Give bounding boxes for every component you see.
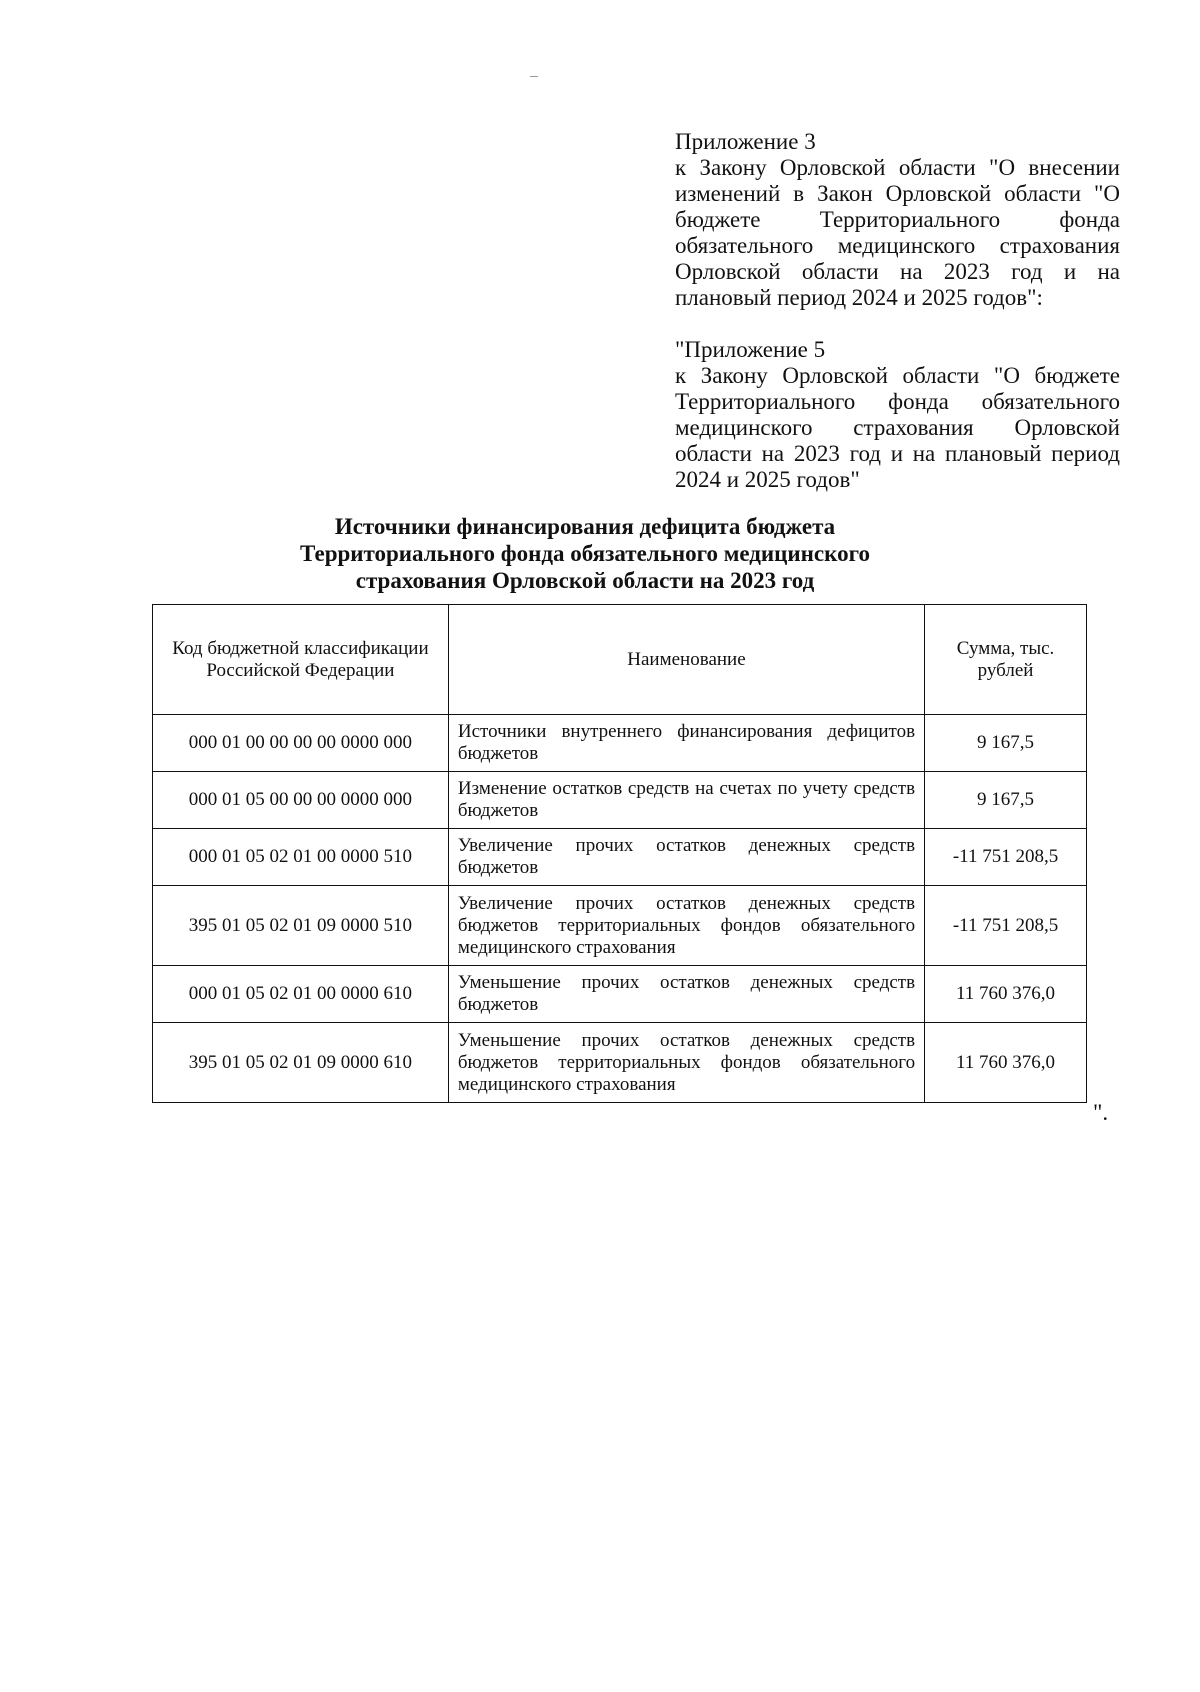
table-row	[153, 715, 1087, 772]
row-name: Изменение остатков средств на счетах по учету средств бюджетов	[448, 772, 924, 829]
row-amount: 11 760 376,0	[925, 966, 1087, 1023]
row-amount: 9 167,5	[925, 715, 1087, 772]
appendix-5-header	[675, 337, 1120, 493]
table-row	[153, 966, 1087, 1023]
row-name: Источники внутреннего финансирования дефицитов бюджетов	[448, 715, 924, 772]
table-header-row	[153, 605, 1087, 715]
header-code: Код бюджетной классификации Российской Федерации	[153, 605, 449, 715]
document-title	[150, 513, 1020, 594]
row-code: 395 01 05 02 01 09 0000 510	[153, 886, 449, 966]
title-line-2: Территориального фонда обязательного медицинского	[300, 541, 870, 566]
appendix-5-text: к Закону Орловской области "О бюджете Территориального фонда обязательного медицинского страхования Орловской области на 2023 год и на плановый период 2024 и 2025 годов"	[675, 363, 1120, 492]
row-name: Уменьшение прочих остатков денежных средств бюджетов территориальных фондов обязательного медицинского страхования	[448, 1023, 924, 1103]
row-code: 000 01 05 02 01 00 0000 610	[153, 966, 449, 1023]
appendix-3-text: к Закону Орловской области "О внесении изменений в Закон Орловской области "О бюджете Территориального фонда обязательного медицинского страхования Орловской области на 2023 год и на плановый период 2024 и 2025 годов":	[675, 155, 1120, 310]
table-row	[153, 772, 1087, 829]
scan-speck	[530, 76, 538, 77]
row-amount: 11 760 376,0	[925, 1023, 1087, 1103]
row-amount: -11 751 208,5	[925, 886, 1087, 966]
appendix-3-header	[675, 129, 1120, 311]
closing-quote-mark: ".	[1093, 1100, 1109, 1125]
financing-sources-table	[152, 604, 1087, 1103]
row-name: Уменьшение прочих остатков денежных средств бюджетов	[448, 966, 924, 1023]
row-name: Увеличение прочих остатков денежных средств бюджетов территориальных фондов обязательного медицинского страхования	[448, 886, 924, 966]
row-code: 000 01 05 02 01 00 0000 510	[153, 829, 449, 886]
appendix-3-title: Приложение 3	[675, 129, 816, 154]
title-line-3: страхования Орловской области на 2023 год	[355, 568, 815, 593]
row-amount: 9 167,5	[925, 772, 1087, 829]
row-amount: -11 751 208,5	[925, 829, 1087, 886]
header-amount: Сумма, тыс. рублей	[925, 605, 1087, 715]
table-row	[153, 886, 1087, 966]
title-line-1: Источники финансирования дефицита бюджета	[334, 514, 836, 539]
header-name: Наименование	[448, 605, 924, 715]
row-code: 000 01 05 00 00 00 0000 000	[153, 772, 449, 829]
row-code: 000 01 00 00 00 00 0000 000	[153, 715, 449, 772]
row-name: Увеличение прочих остатков денежных средств бюджетов	[448, 829, 924, 886]
appendix-5-title: "Приложение 5	[675, 337, 826, 362]
table-row	[153, 829, 1087, 886]
row-code: 395 01 05 02 01 09 0000 610	[153, 1023, 449, 1103]
table-row	[153, 1023, 1087, 1103]
